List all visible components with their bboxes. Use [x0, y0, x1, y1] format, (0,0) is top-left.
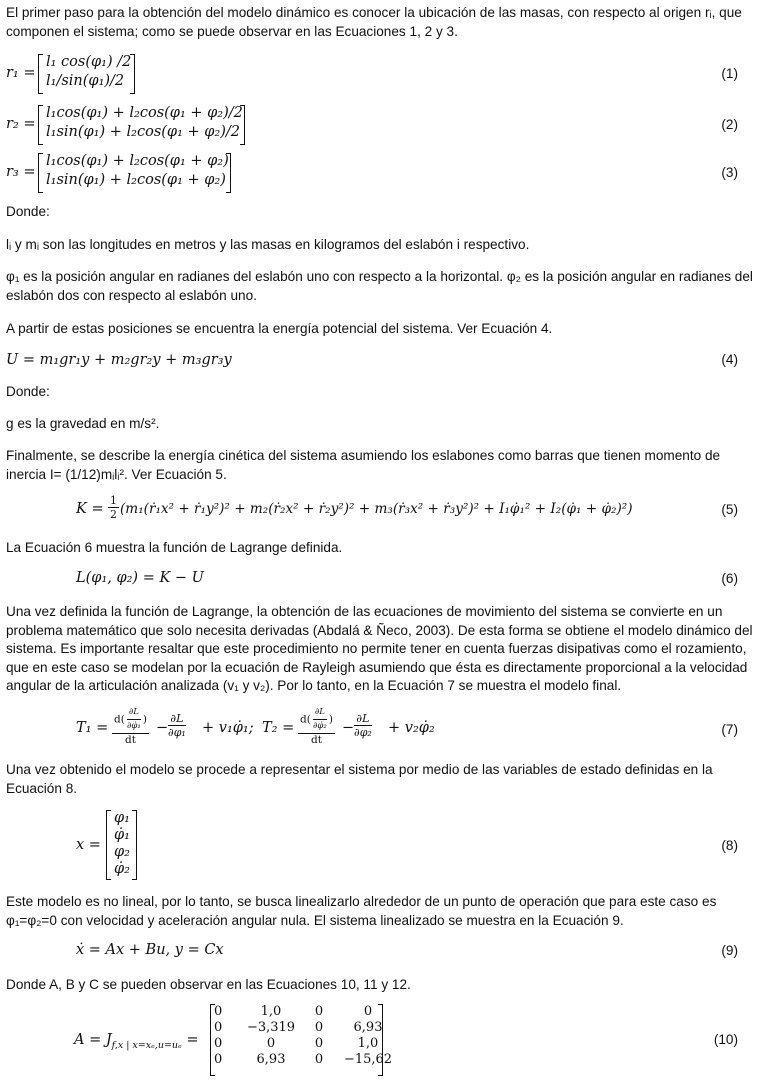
eq7-tail-2: + v₂φ̇₂	[388, 720, 435, 736]
eq8-row-2: φ̇₁	[114, 827, 130, 843]
eq1-row1: l₁ cos(φ₁) /2	[46, 54, 132, 70]
eq7-time-derivative-2: d( $\frac{\partial L}{\text{∂φ̇₂}}$ ) dt	[300, 707, 333, 746]
eq9-number: (9)	[721, 943, 738, 958]
eq7-inner2-num: ∂L	[313, 706, 327, 720]
eq8-row-3: φ₂	[114, 844, 130, 860]
eq8-row-4: φ̇₂	[114, 861, 130, 877]
matrix-row	[206, 1036, 402, 1052]
eq7-d-prefix-1: d	[114, 713, 121, 726]
paragraph-state: Una vez obtenido el modelo se procede a representar el sistema por medio de las variables de estado definidas en la Ecuación 8.	[6, 762, 713, 796]
matrix-cell: 6,93	[353, 1020, 383, 1035]
eq6-number: (6)	[721, 571, 738, 586]
eq2-left-bracket	[38, 105, 43, 145]
eq4-number: (4)	[721, 352, 738, 367]
equation-2	[0, 103, 768, 147]
matrix-cell: 1,0	[260, 1004, 282, 1019]
eq7-partial-1	[166, 712, 188, 739]
eq5-lhs: K =	[76, 501, 104, 517]
eq10-lhs: $A = J_{f,x | x=x_e,u=u_e}$ =	[74, 1032, 199, 1051]
eq8-right-bracket	[132, 810, 137, 880]
equation-1	[0, 52, 768, 96]
equation-5	[0, 494, 768, 528]
eq7-inner2-den: ∂φ̇₂	[312, 721, 327, 731]
eq2-lhs: r₂ =	[6, 116, 36, 132]
paragraph-lengths: lᵢ y mᵢ son las longitudes en metros y las masas en kilogramos del eslabón i respectivo.	[6, 237, 530, 252]
paragraph-motion: Una vez definida la función de Lagrange, la obtención de las ecuaciones de movimiento del sistema se convierte en un problema matemático que solo necesita derivadas (Abdalá & Ñeco, 2003). De esta forma se obtiene el modelo dinámico del sistema. Es importante resaltar que este procedimiento no permite tener en cuenta fuerzas disipativas como el rozamiento, que en este caso se modelan por la ecuación de Rayleigh asumiendo que ésta es directamente proporcional a la velocidad angular de la articulación analizada (v₁ y v₂). Por lo tanto, en la Ecuación 7 se muestra el modelo final.	[6, 604, 753, 693]
eq2-row2: l₁sin(φ₁) + l₂cos(φ₁ + φ₂)/2	[46, 124, 240, 140]
paragraph-potential: A partir de estas posiciones se encuentra la energía potencial del sistema. Ver Ecuación 4.	[6, 321, 553, 336]
matrix-cell: 0	[314, 1004, 324, 1019]
eq8-lhs: x =	[76, 837, 101, 853]
paragraph-kinetic: Finalmente, se describe la energía cinética del sistema asumiendo los eslabones como barras que tienen momento de inercia I= (1/12)mᵢlᵢ². Ver Ecuación 5.	[6, 448, 721, 482]
eq1-row2: l₁/sin(φ₁)/2	[46, 73, 125, 89]
matrix-cell: 0	[314, 1052, 324, 1067]
eq2-number: (2)	[721, 117, 738, 132]
matrix-cell: 1,0	[357, 1036, 379, 1051]
eq9-body: ẋ = Ax + Bu, y = Cx	[76, 942, 224, 958]
eq5-number: (5)	[721, 502, 738, 517]
eq7-inner1-den: ∂φ̇₁	[126, 721, 141, 731]
matrix-cell: 0	[214, 1052, 223, 1067]
eq3-row1: l₁cos(φ₁) + l₂cos(φ₁ + φ₂)	[46, 153, 229, 169]
matrix-cell: 0	[314, 1036, 324, 1051]
equation-3	[0, 151, 768, 195]
matrix-row	[206, 1052, 402, 1068]
matrix-cell: 0	[266, 1036, 276, 1051]
eq6-body: L(φ₁, φ₂) = K − U	[76, 570, 204, 586]
eq7-t1-lhs: T₁ =	[76, 720, 109, 736]
eq2-right-bracket	[240, 105, 245, 145]
eq4-body: U = m₁gr₁y + m₂gr₂y + m₃gr₃y	[6, 352, 232, 368]
eq10-right-bracket	[378, 1004, 383, 1076]
eq1-number: (1)	[721, 66, 738, 81]
eq3-lhs: r₃ =	[6, 164, 36, 180]
eq2-row1: l₁cos(φ₁) + l₂cos(φ₁ + φ₂)/2	[46, 105, 243, 121]
eq3-left-bracket	[38, 153, 43, 193]
equation-9	[0, 940, 768, 964]
matrix-cell: −15,62	[343, 1052, 393, 1067]
eq10-matrix	[206, 1004, 402, 1068]
paragraph-intro: El primer paso para la obtención del modelo dinámico es conocer la ubicación de las masas, con respecto al origen rᵢ, que componen el sistema; como se puede observar en las Ecuaciones 1, 2 y 3.	[6, 5, 742, 39]
eq5-frac-num: 1	[110, 494, 117, 507]
eq1-right-bracket	[130, 54, 135, 94]
eq1-lhs: r₁ =	[6, 65, 36, 81]
eq7-partial-2	[352, 712, 374, 739]
eq7-minus-1: −	[156, 720, 169, 736]
eq8-left-bracket	[106, 810, 111, 880]
equation-10	[0, 1004, 768, 1078]
matrix-cell: −3,319	[246, 1020, 296, 1035]
eq5-frac-den: 2	[110, 508, 117, 521]
eq8-row-1: φ₁	[114, 810, 130, 826]
eq7-number: (7)	[721, 722, 738, 737]
matrix-row	[206, 1004, 402, 1020]
eq7-dt-1: dt	[125, 734, 136, 746]
where-label-2: Donde:	[6, 384, 50, 399]
paragraph-abc: Donde A, B y C se pueden observar en las Ecuaciones 10, 11 y 12.	[6, 977, 411, 992]
paragraph-lagrange: La Ecuación 6 muestra la función de Lagrange definida.	[6, 540, 343, 555]
eq7-minus-2: −	[342, 720, 355, 736]
eq7-dt-2: dt	[311, 734, 322, 746]
eq3-number: (3)	[721, 165, 738, 180]
eq7-d-prefix-2: d	[300, 713, 307, 726]
eq7-mid2-num: ∂L	[354, 712, 372, 726]
eq7-tail-1: + v₁φ̇₁;	[202, 720, 254, 736]
matrix-cell: 0	[214, 1036, 223, 1051]
paragraph-linearize: Este modelo es no lineal, por lo tanto, se busca linealizarlo alrededor de un punto de operación que para este caso es φ₁=φ₂=0 con velocidad y aceleración angular nula. El sistema linealizado se muestra en la Ecuación 9.	[6, 894, 717, 928]
eq7-t2-lhs: T₂ =	[262, 720, 295, 736]
matrix-cell: 6,93	[256, 1052, 286, 1067]
matrix-cell: 0	[314, 1020, 324, 1035]
equation-8	[0, 808, 768, 882]
equation-6	[0, 568, 768, 592]
eq7-mid1-num: ∂L	[168, 712, 186, 726]
eq10-equals: =	[186, 1032, 199, 1048]
eq8-number: (8)	[721, 838, 738, 853]
matrix-cell: 0	[214, 1020, 223, 1035]
eq7-mid2-den: ∂φ₂	[354, 726, 372, 739]
equation-7	[0, 706, 768, 754]
eq3-row2: l₁sin(φ₁) + l₂cos(φ₁ + φ₂)	[46, 172, 226, 188]
paragraph-gravity: g es la gravedad en m/s².	[6, 416, 160, 431]
paragraph-angles: φ₁ es la posición angular en radianes del eslabón uno con respecto a la horizontal. φ₂ es la posición angular en radianes del eslabón dos con respecto al eslabón uno.	[6, 269, 753, 303]
matrix-row	[206, 1020, 402, 1036]
matrix-cell: 0	[214, 1004, 223, 1019]
eq5-half-fraction	[106, 494, 121, 521]
where-label-1: Donde:	[6, 204, 50, 219]
eq7-inner1-num: ∂L	[127, 706, 141, 720]
eq3-right-bracket	[226, 153, 231, 193]
equation-4	[0, 350, 768, 374]
eq7-mid1-den: ∂φ₁	[168, 726, 186, 739]
matrix-cell: 0	[363, 1004, 373, 1019]
eq7-time-derivative-1: d( $\frac{\partial L}{\text{∂φ̇₁}}$ ) dt	[114, 707, 147, 746]
eq1-left-bracket	[38, 54, 43, 94]
eq10-jacobian-subscript: f,x | x=xₑ,u=uₑ	[111, 1039, 182, 1051]
eq5-body: (m₁(ṙ₁x² + ṙ₁y²)² + m₂(ṙ₂x² + ṙ₂y²)² + m₃(ṙ₃x² + ṙ₃y²)² + I₁φ̇₁² + I₂(φ̇₁ + φ̇₂)²)	[120, 501, 633, 517]
eq10-number: (10)	[713, 1032, 738, 1047]
